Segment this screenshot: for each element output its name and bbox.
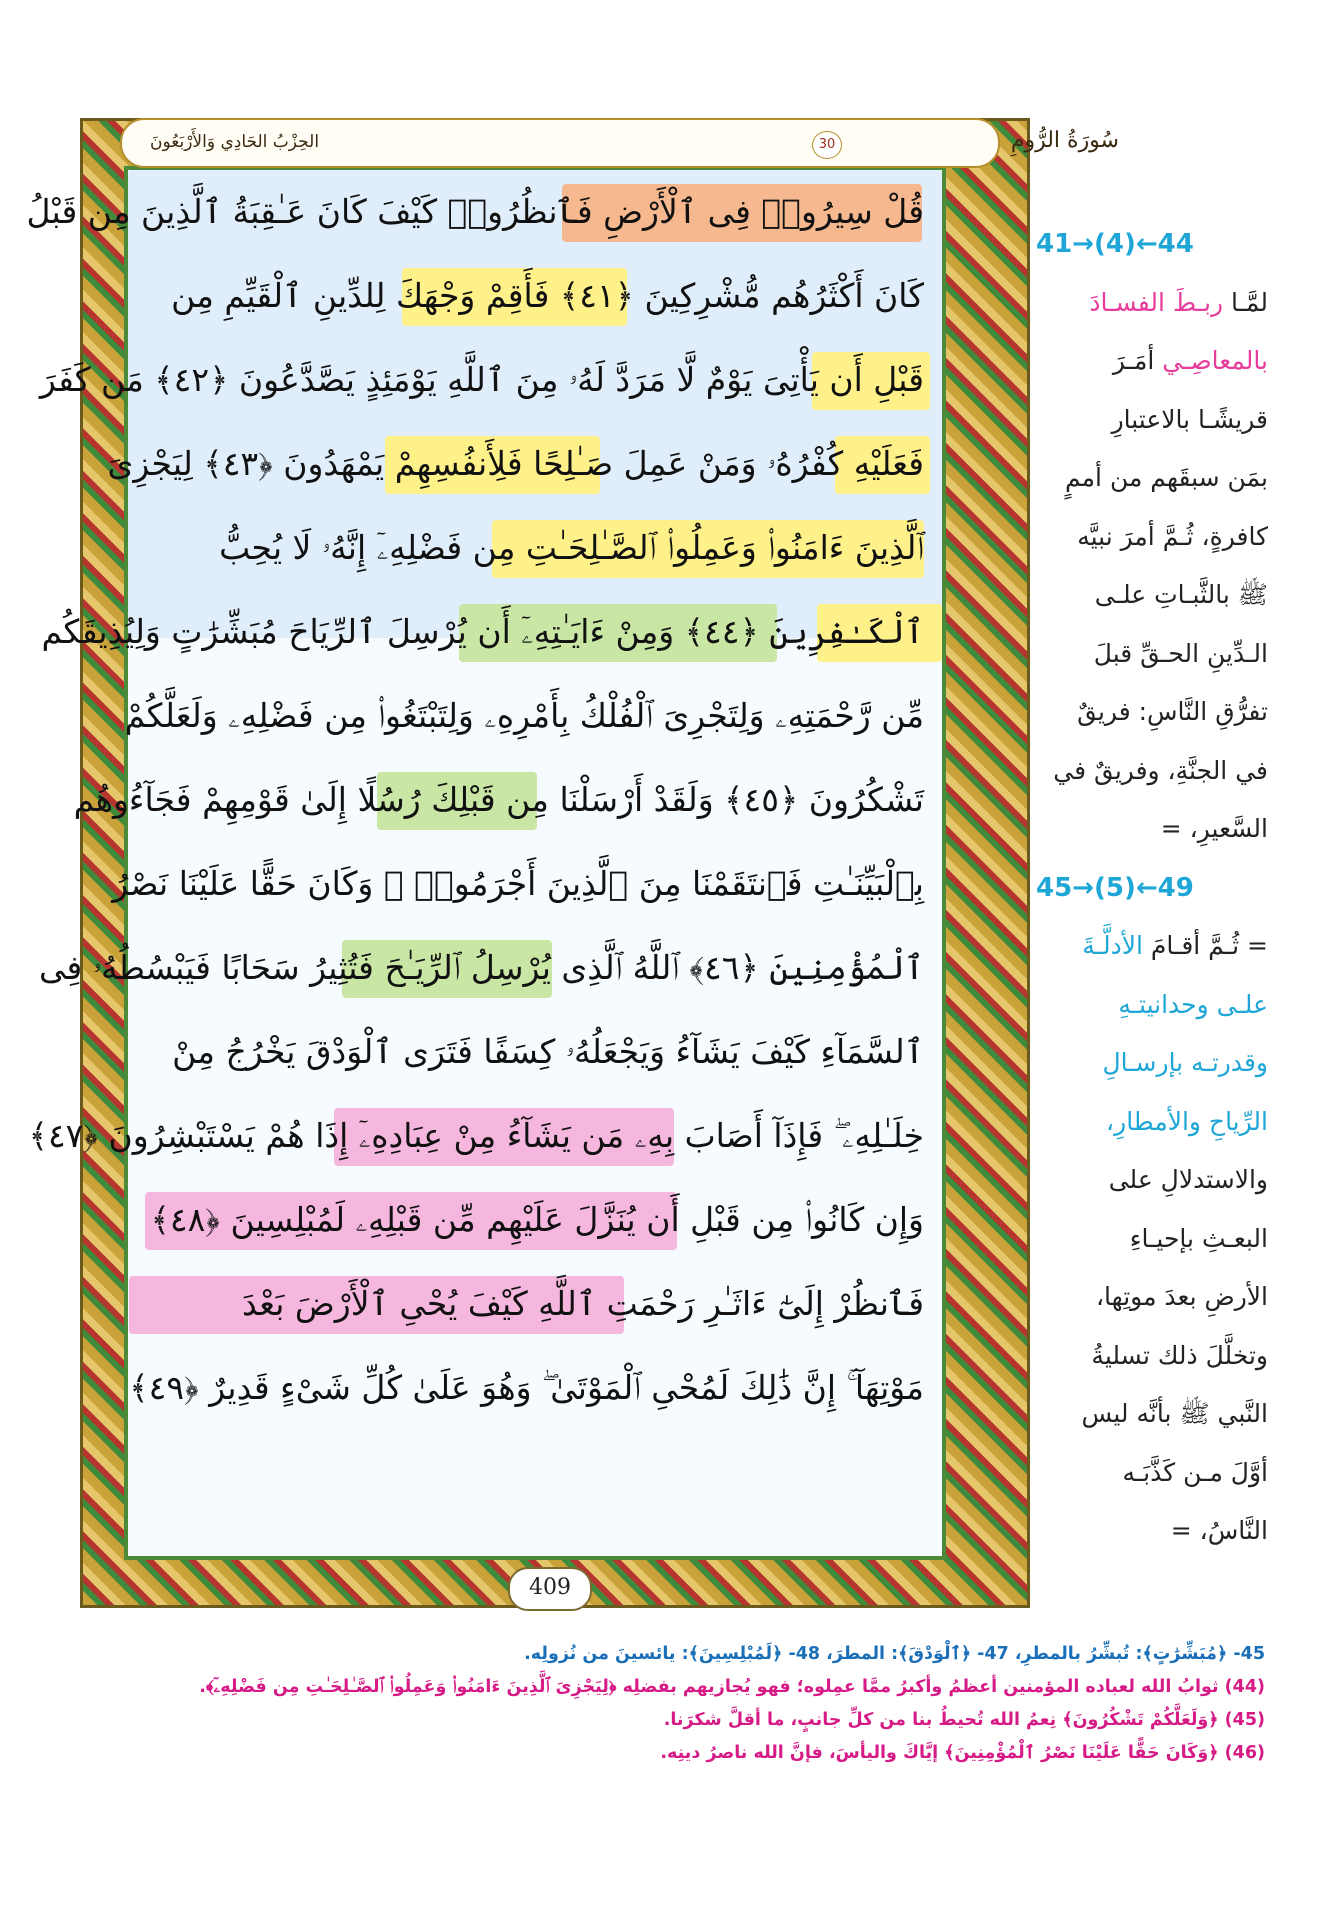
commentary-line: كافرةٍ، ثُـمَّ أمرَ نبيَّه [1077,521,1268,551]
footnotes [30,1638,1265,1770]
commentary-line [1036,332,1268,391]
surah-number: 30 [812,131,842,159]
commentary-line: وتخلَّلَ ذلك تسليةُ [1091,1340,1268,1370]
commentary-text: لمَّـا [1230,287,1268,317]
quran-text-area [26,170,942,1556]
commentary-line: أوَّلَ مـن كَذَّبَـه [1122,1457,1268,1487]
verse-line: خِلَـٰلِهِۦ ۖ فَإِذَآ أَصَابَ بِهِۦ مَن يَشَآءُ مِنْ عِبَادِهِۦٓ إِذَا هُمْ يَسْتَبْشِرُونَ ﴿٤٧﴾ [28,1116,924,1155]
verse-range: 45→(5)←49 [1036,872,1194,903]
commentary-line: النَّاسُ، = [1170,1516,1268,1545]
verse-line: قُلْ سِيرُوا۟ فِى ٱلْأَرْضِ فَٱنظُرُوا۟ كَيْفَ كَانَ عَـٰقِبَةُ ٱلَّذِينَ مِن قَبْلُ [26,192,924,231]
commentary-highlight: ربـطَ الفسـادَ [1089,287,1224,317]
commentary-line: والاستدلالِ على [1108,1165,1268,1194]
commentary-line [1036,274,1268,333]
commentary-line: النَّبي ﷺ بأنَّه ليس [1081,1399,1268,1428]
verse-line: ٱلَّذِينَ ءَامَنُوا۟ وَعَمِلُوا۟ ٱلصَّـٰلِحَـٰتِ مِن فَضْلِهِۦٓ إِنَّهُۥ لَا يُحِبُّ [219,528,924,567]
side-commentary [1036,215,1268,1561]
commentary-highlight: الأدلَّـةَ [1082,931,1143,960]
commentary-text: أمَـرَ [1112,346,1155,375]
verse-line: تَشْكُرُونَ ﴿٤٥﴾ وَلَقَدْ أَرْسَلْنَا مِن قَبْلِكَ رُسُلًا إِلَىٰ قَوْمِهِمْ فَجَآءُوهُم [73,780,924,819]
commentary-text: = ثُـمَّ أقـامَ [1150,931,1268,960]
verse-line: بِٱلْبَيِّنَـٰتِ فَٱنتَقَمْنَا مِنَ ٱلَّذِينَ أَجْرَمُوا۟ ۖ وَكَانَ حَقًّا عَلَيْنَا نَصْرُ [112,864,924,903]
commentary-line: الـدِّينِ الحـقِّ قبلَ [1093,638,1268,668]
footnote: (45) ﴿وَلَعَلَّكُمْ تَشْكُرُونَ﴾ نِعمُ الله تُحيطُ بنا من كلِّ جانبٍ، ما أقلَّ شكرَنا. [663,1710,1265,1730]
commentary-line: الأرضِ بعدَ موتِها، [1095,1282,1268,1311]
commentary-line: قريشًـا بالاعتبارِ [1111,404,1268,434]
commentary-line: ﷺ بالثَّبـاتِ علـى [1094,580,1268,609]
verse-line: فَعَلَيْهِ كُفْرُهُۥ وَمَنْ عَمِلَ صَـٰلِحًا فَلِأَنفُسِهِمْ يَمْهَدُونَ ﴿٤٣﴾ لِيَجْزِىَ [107,444,924,483]
surah-title: سُورَةُ الرُّومِ [1010,128,1119,153]
verse-line: مِّن رَّحْمَتِهِۦ وَلِتَجْرِىَ ٱلْفُلْكُ بِأَمْرِهِۦ وَلِتَبْتَغُوا۟ مِن فَضْلِهِۦ وَلَعَلَّكُمْ [124,696,924,735]
footnote: (46) ﴿وَكَانَ حَقًّا عَلَيْنَا نَصْرُ ٱلْمُؤْمِنِينَ﴾ إيَّاكَ واليأسَ، فإنَّ الله ناصرُ دينِه. [660,1743,1265,1763]
verse-line: وَإِن كَانُوا۟ مِن قَبْلِ أَن يُنَزَّلَ عَلَيْهِم مِّن قَبْلِهِۦ لَمُبْلِسِينَ ﴿٤٨﴾ [150,1200,924,1239]
commentary-line: تفرُّقِ النَّاسِ: فريقٌ [1077,697,1268,726]
commentary-line: البعـثِ بإحيـاءِ [1129,1223,1268,1253]
verse-line: ٱلسَّمَآءِ كَيْفَ يَشَآءُ وَيَجْعَلُهُۥ كِسَفًا فَتَرَى ٱلْوَدْقَ يَخْرُجُ مِنْ [172,1032,924,1071]
verse-line: كَانَ أَكْثَرُهُم مُّشْرِكِينَ ﴿٤١﴾ فَأَقِمْ وَجْهَكَ لِلدِّينِ ٱلْقَيِّمِ مِن [171,276,924,315]
commentary-line: الرِّياحِ والأمطارِ، [1106,1106,1268,1136]
verse-line: ٱلْمُؤْمِنِينَ ﴿٤٦﴾ ٱللَّهُ ٱلَّذِى يُرْسِلُ ٱلرِّيَـٰحَ فَتُثِيرُ سَحَابًا فَيَبْسُطُهُۥ فِى [38,948,924,987]
page-number: 409 [508,1567,592,1611]
verse-range: 41→(4)←44 [1036,229,1194,259]
commentary-line: في الجنَّةِ، وفريقٌ في [1053,755,1268,785]
commentary-line: علـى وحدانيتـهِ [1118,989,1268,1019]
verse-line: مَوْتِهَآ ۚ إِنَّ ذَٰلِكَ لَمُحْىِ ٱلْمَوْتَىٰ ۖ وَهُوَ عَلَىٰ كُلِّ شَىْءٍ قَدِيرٌ ﴿٤٩﴾ [129,1368,924,1407]
verse-line: قَبْلِ أَن يَأْتِىَ يَوْمٌ لَّا مَرَدَّ لَهُۥ مِنَ ٱللَّهِ يَوْمَئِذٍ يَصَّدَّعُونَ ﴿٤٢﴾ مَن كَفَرَ [39,360,924,399]
footnote-vocabulary: 45- ﴿مُبَشِّرَٰتٍ﴾: تُبشِّرُ بالمطرِ، 47- ﴿ٱلْوَدْقَ﴾: المطرَ، 48- ﴿لَمُبْلِسِينَ﴾: يائسينَ من نُزولِه. [524,1644,1265,1664]
verse-line: ٱلْكَـٰفِرِينَ ﴿٤٤﴾ وَمِنْ ءَايَـٰتِهِۦٓ أَن يُرْسِلَ ٱلرِّيَاحَ مُبَشِّرَٰتٍ وَلِيُذِيقَكُم [41,612,924,651]
commentary-line: وقدرتـه بإرسـالِ [1102,1048,1268,1077]
verse-line: فَٱنظُرْ إِلَىٰٓ ءَاثَـٰرِ رَحْمَتِ ٱللَّهِ كَيْفَ يُحْىِ ٱلْأَرْضَ بَعْدَ [241,1284,924,1323]
commentary-line: السَّعيرِ، = [1160,814,1268,843]
commentary-line [1036,917,1268,976]
commentary-line: بمَن سبقَهم من أممٍ [1065,463,1268,492]
footnote: (44) ثوابُ الله لعباده المؤمنين أعظمُ وأكبرُ ممَّا عمِلوه؛ فهو يُجازيهم بفضلِه ﴿لِيَجْزِىَ ٱلَّذِينَ ءَامَنُوا۟ وَعَمِلُوا۟ ٱلصَّـٰلِحَـٰتِ مِن فَضْلِهِۦٓ﴾. [199,1677,1265,1697]
commentary-highlight: بالمعاصِـي [1162,346,1268,375]
hizb-label: الحِزْبُ الحَادِي وَالأَرْبَعُونَ [150,132,320,152]
